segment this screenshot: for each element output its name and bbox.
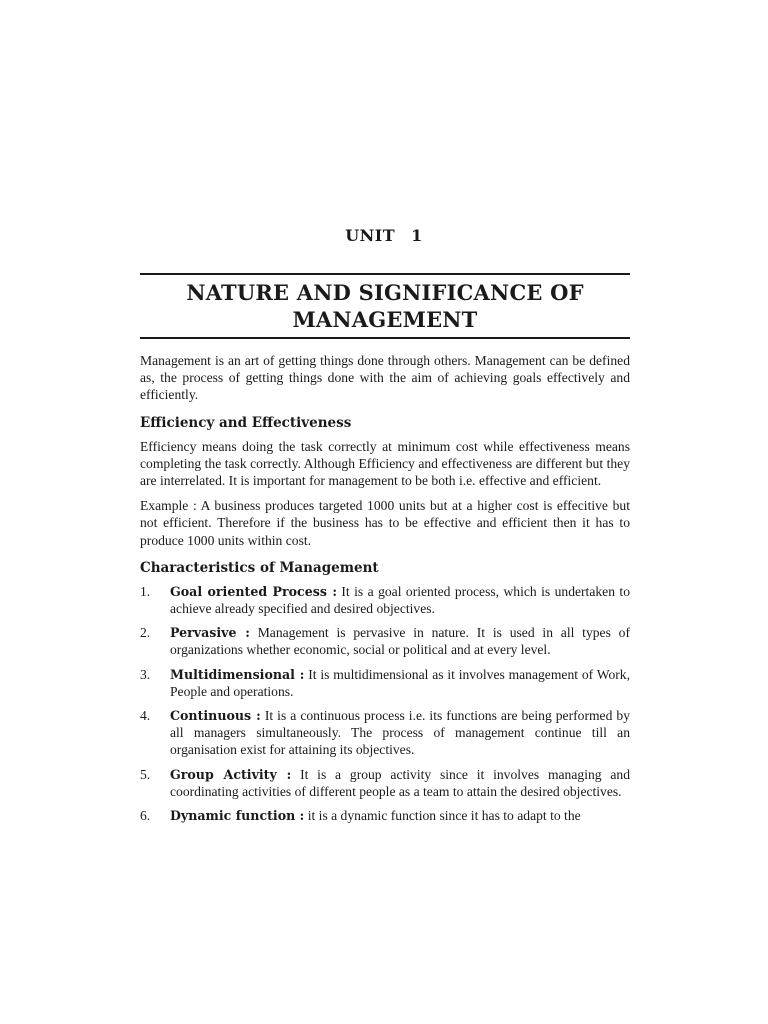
list-item-text: it is a dynamic function since it has to adapt to the bbox=[304, 808, 581, 824]
list-item-text: It is a goal oriented process, which is undertaken to achieve already specified and desired objectives. bbox=[170, 583, 630, 617]
title-top-rule bbox=[140, 273, 630, 275]
characteristics-heading: Characteristics of Management bbox=[140, 559, 379, 576]
list-item-text: Management is pervasive in nature. It is used in all types of organizations whether economic, social or political and at every level. bbox=[170, 625, 630, 658]
list-item-term: Group Activity : bbox=[170, 766, 292, 782]
characteristics-list bbox=[140, 583, 630, 824]
list-item-term: Continuous : bbox=[170, 708, 261, 724]
efficiency-heading: Efficiency and Effectiveness bbox=[140, 414, 352, 431]
list-item-term: Goal oriented Process : bbox=[170, 583, 337, 599]
intro-paragraph: Management is an art of getting things done through others. Management can be defined as, the process of getting things done with the aim of achieving goals effectively and efficiently. bbox=[140, 353, 630, 403]
list-item-term: Dynamic function : bbox=[170, 808, 305, 824]
chapter-title-line-2: MANAGEMENT bbox=[292, 307, 478, 332]
list-item bbox=[140, 766, 630, 800]
unit-label: UNIT bbox=[345, 226, 396, 245]
list-item-term: Pervasive : bbox=[170, 625, 250, 641]
list-item-number: 1. bbox=[140, 583, 151, 599]
body-content bbox=[140, 352, 630, 831]
list-item-text: It is multidimensional as it involves management of Work, People and operations. bbox=[170, 666, 630, 699]
list-item-term: Multidimensional : bbox=[170, 666, 305, 682]
list-item-number: 3. bbox=[140, 666, 151, 682]
list-item-number: 4. bbox=[140, 708, 151, 724]
efficiency-paragraph: Efficiency means doing the task correctly at minimum cost while effectiveness means completing the task correctly. Although Efficiency and effectiveness are different but they are interrelated. It is important for management to be both i.e. effective and efficient. bbox=[140, 438, 630, 489]
list-item bbox=[140, 807, 630, 824]
title-bottom-rule bbox=[140, 337, 630, 339]
list-item-text: It is a group activity since it involves managing and coordinating activities of different people as a team to attain the desired objectives. bbox=[170, 766, 630, 799]
list-item-text: It is a continuous process i.e. its functions are being performed by all managers simultaneously. The process of management continue till an organisation exist for attaining its objectives. bbox=[170, 708, 630, 758]
unit-heading bbox=[0, 226, 768, 245]
chapter-title bbox=[140, 279, 630, 333]
list-item bbox=[140, 624, 630, 658]
unit-number: 1 bbox=[411, 226, 423, 245]
list-item-number: 2. bbox=[140, 625, 151, 641]
list-item-number: 6. bbox=[140, 808, 151, 824]
list-item-number: 5. bbox=[140, 766, 151, 782]
list-item bbox=[140, 666, 630, 700]
chapter-title-line-1: NATURE AND SIGNIFICANCE OF bbox=[186, 280, 584, 305]
list-item bbox=[140, 583, 630, 617]
list-item bbox=[140, 707, 630, 759]
example-paragraph: Example : A business produces targeted 1000 units but at a higher cost is effecitive but not efficient. Therefore if the business has to be effective and efficient then it has to produce 1000 units within cost. bbox=[140, 498, 630, 548]
